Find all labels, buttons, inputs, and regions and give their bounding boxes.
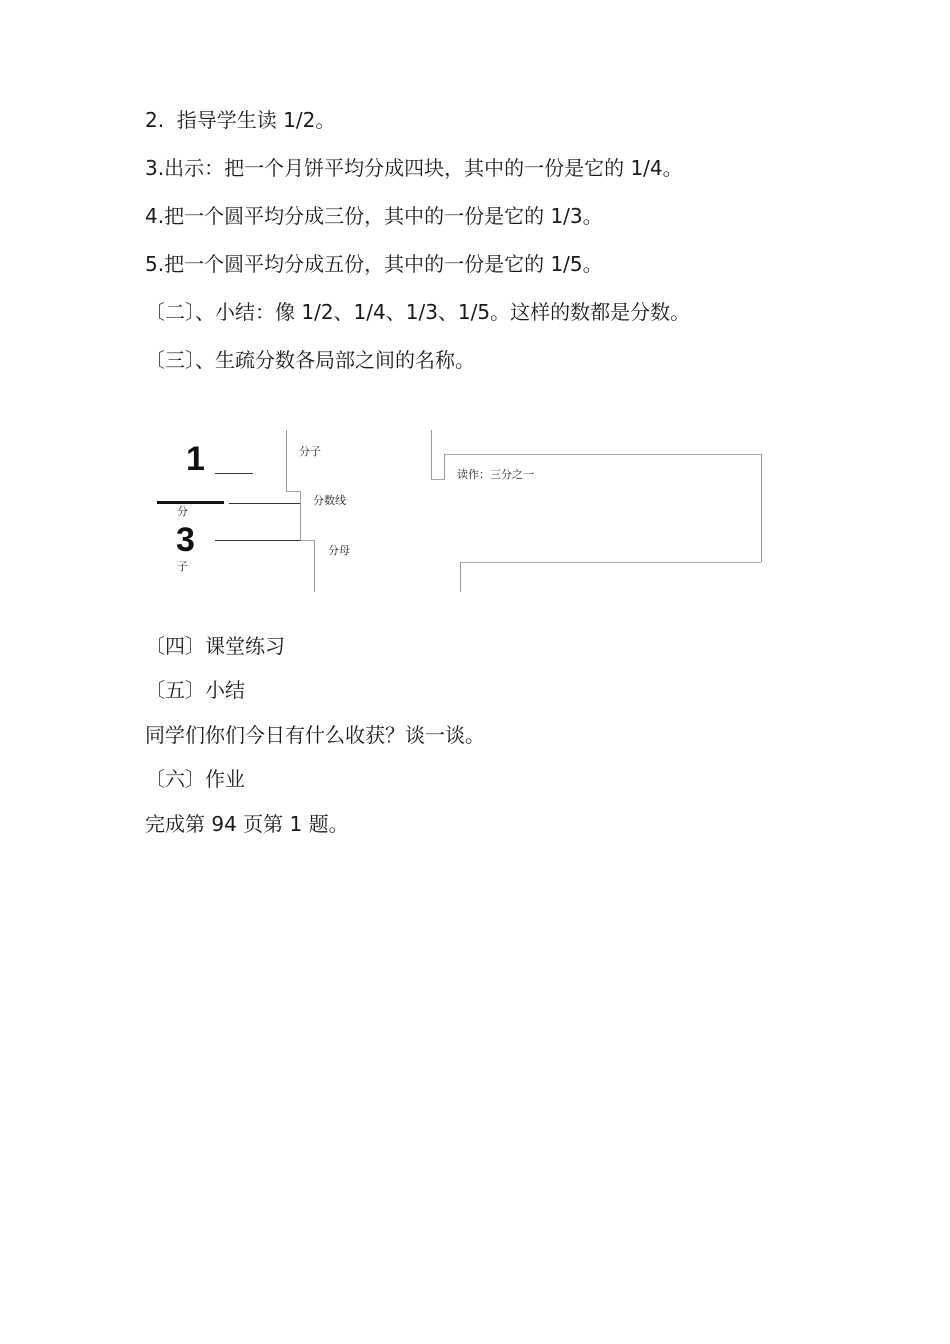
denominator-pointer xyxy=(215,540,300,541)
section-6-heading: 〔六〕作业 xyxy=(145,767,245,791)
label-denominator: 分母 xyxy=(328,544,350,557)
side-char-2: 子 xyxy=(177,560,188,573)
label-numerator: 分子 xyxy=(299,445,321,458)
reading-box-left-top xyxy=(431,430,432,480)
step-3-text: 3.出示：把一个月饼平均分成四块，其中的一份是它的 1/4。 xyxy=(145,156,683,180)
numerator-digit: 1 xyxy=(186,440,205,478)
reading-box-right xyxy=(761,454,762,562)
numerator-underline xyxy=(215,473,253,474)
reflection-question: 同学们你们今日有什么收获？谈一谈。 xyxy=(145,723,485,747)
reading-box-step xyxy=(431,479,444,480)
reading-box-top xyxy=(444,454,761,455)
homework-text: 完成第 94 页第 1 题。 xyxy=(145,812,349,836)
fraction-bar-pointer xyxy=(229,503,300,504)
section-5-heading: 〔五〕小结 xyxy=(145,678,245,702)
denominator-digit: 3 xyxy=(176,521,195,559)
callout-line-a xyxy=(286,430,287,492)
fraction-bar xyxy=(157,501,224,504)
callout-line-c xyxy=(300,491,301,541)
callout-line-e xyxy=(314,540,315,592)
reading-box-bottom xyxy=(460,562,761,563)
step-4-text: 4.把一个圆平均分成三份，其中的一份是它的 1/3。 xyxy=(145,204,603,228)
summary-text: 〔二〕、小结：像 1/2、1/4、1/3、1/5。这样的数都是分数。 xyxy=(145,300,691,324)
step-2-text: 2. 指导学生读 1/2。 xyxy=(145,108,336,132)
callout-line-b xyxy=(286,491,300,492)
section-4-heading: 〔四〕课堂练习 xyxy=(145,634,285,658)
side-char-1: 分 xyxy=(177,505,188,518)
reading-box-left-bottom xyxy=(460,562,461,592)
reading-text: 读作：三分之一 xyxy=(457,468,534,481)
section-3-heading: 〔三〕、生疏分数各局部之间的名称。 xyxy=(145,348,475,372)
callout-line-d xyxy=(300,540,314,541)
label-fraction-bar: 分数线 xyxy=(313,494,346,507)
reading-box-step-v xyxy=(444,454,445,480)
step-5-text: 5.把一个圆平均分成五份，其中的一份是它的 1/5。 xyxy=(145,252,603,276)
